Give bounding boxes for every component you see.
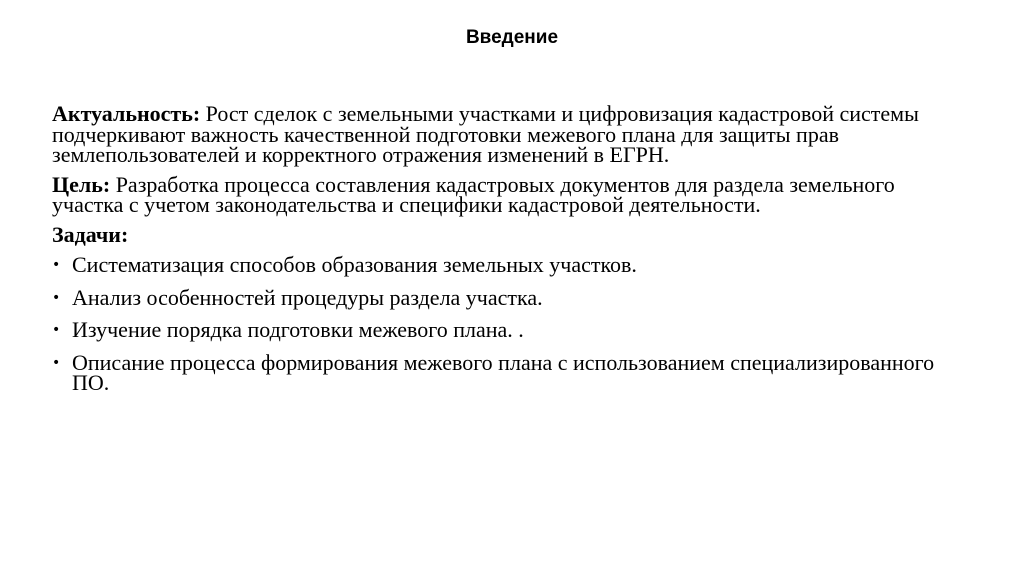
- bullet-icon: •: [52, 322, 61, 338]
- task-text: Систематизация способов образования земельных участков.: [72, 252, 637, 277]
- task-item: [52, 284, 952, 310]
- task-text: Анализ особенностей процедуры раздела участка.: [72, 284, 543, 310]
- bullet-icon: •: [52, 354, 61, 371]
- task-item: [52, 252, 952, 277]
- task-item: [52, 349, 952, 395]
- tasks-list: [52, 252, 952, 395]
- slide-title: Введение: [465, 27, 559, 48]
- tasks-heading: Задачи:: [52, 221, 129, 247]
- relevance-text: Рост сделок с земельными участками и цифровизация кадастровой системы подчеркивают важность качественной подготовки межевого плана для защиты прав землепользователей и корректного отражения изменений в ЕГРН.: [52, 101, 919, 167]
- task-text: Изучение порядка подготовки межевого плана. .: [72, 317, 524, 342]
- goal-text: Разработка процесса составления кадастровых документов для раздела земельного участка с учетом законодательства и специфики кадастровой деятельности.: [52, 171, 895, 217]
- bullet-icon: •: [52, 257, 61, 273]
- goal-label: Цель:: [52, 171, 111, 197]
- goal-paragraph: [52, 171, 952, 217]
- task-text: Описание процесса формирования межевого плана с использованием специализированного ПО.: [72, 349, 935, 395]
- relevance-label: Актуальность:: [52, 101, 201, 126]
- slide-content: [52, 101, 952, 406]
- task-item: [52, 317, 952, 342]
- relevance-paragraph: [52, 101, 952, 167]
- bullet-icon: •: [52, 289, 61, 306]
